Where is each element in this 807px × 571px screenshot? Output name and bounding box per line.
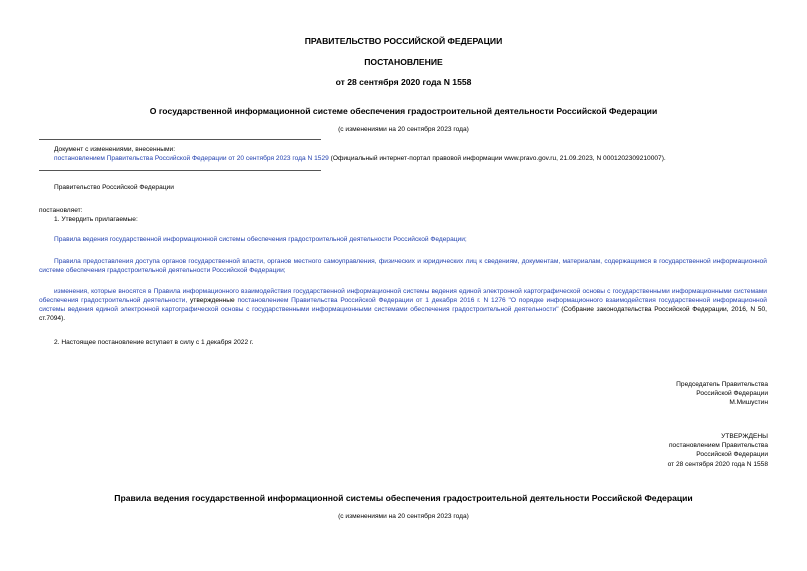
changes-bottom-rule: [39, 170, 321, 171]
approved-by: постановлением Правительства: [668, 442, 768, 450]
changes-intro: Документ с изменениями, внесенными:: [54, 146, 176, 153]
document-type-heading: ПОСТАНОВЛЕНИЕ: [364, 57, 443, 67]
decides-text: постановляет:: [39, 207, 83, 214]
approved-country: Российской Федерации: [696, 451, 768, 459]
approved-label: УТВЕРЖДЕНЫ: [721, 433, 768, 440]
item-1-text: 1. Утвердить прилагаемые:: [54, 216, 138, 223]
amendment-source: (Официальный интернет-портал правовой информации www.pravo.gov.ru, 21.09.2023, N 0001202309210007).: [328, 155, 666, 162]
signature-name: М.Мишустин: [729, 399, 768, 407]
signature-title: Председатель Правительства: [676, 381, 768, 388]
annex-title: Правила ведения государственной информационной системы обеспечения градостроительной деятельности Российской Федерации: [114, 493, 693, 503]
item-2-text: 2. Настоящее постановление вступает в силу с 1 декабря 2022 г.: [54, 339, 254, 346]
approved-date: от 28 сентября 2020 года N 1558: [667, 460, 768, 468]
changes-paragraph: [39, 287, 767, 323]
resolution-1276-link[interactable]: постановлением Правительства Российской Федерации от 1 декабря 2016 г. N 1276 "О порядке информационного взаимодействия государственной информационной системы ведения единой электронной картографической основы с государственными информационными системами обеспечения градостроительной деятельности": [39, 297, 767, 313]
rules-link[interactable]: Правила ведения государственной информационной системы обеспечения градостроительной деятельности Российской Федерации;: [54, 236, 467, 243]
access-rules-link[interactable]: Правила предоставления доступа органов государственной власти, органов местного самоуправления, физических и юридических лиц к сведениям, документам, материалам, содержащимся в государственной информационной системе обеспечения градостроительной деятельности Российской Федерации;: [39, 258, 767, 274]
interaction-rules-link[interactable]: изменения, которые вносятся в Правила информационного взаимодействия государственной информационной системы ведения единой электронной картографической основы с государственными информационными системами обеспечения градостроительной деятельности,: [39, 288, 767, 304]
signature-country: Российской Федерации: [696, 390, 768, 398]
annex-revision: (с изменениями на 20 сентября 2023 года): [338, 513, 469, 520]
issuer-text: Правительство Российской Федерации: [54, 184, 174, 191]
collection-source: (Собрание законодательства Российской Федерации, 2016, N 50, ст.7094).: [39, 306, 767, 322]
changes-top-rule: [39, 139, 321, 140]
changes-reference: [54, 155, 666, 162]
document-title: О государственной информационной системе обеспечения градостроительной деятельности Российской Федерации: [149, 106, 658, 116]
revision-note: (с изменениями на 20 сентября 2023 года): [338, 126, 469, 133]
approved-block: [468, 432, 768, 469]
amendment-link[interactable]: постановлением Правительства Российской Федерации от 20 сентября 2023 года N 1529: [54, 155, 329, 162]
government-heading: ПРАВИТЕЛЬСТВО РОССИЙСКОЙ ФЕДЕРАЦИИ: [304, 36, 503, 46]
approved-by-text: утвержденные: [187, 297, 238, 304]
signature-block: [468, 380, 768, 408]
document-date-number: от 28 сентября 2020 года N 1558: [335, 77, 472, 87]
